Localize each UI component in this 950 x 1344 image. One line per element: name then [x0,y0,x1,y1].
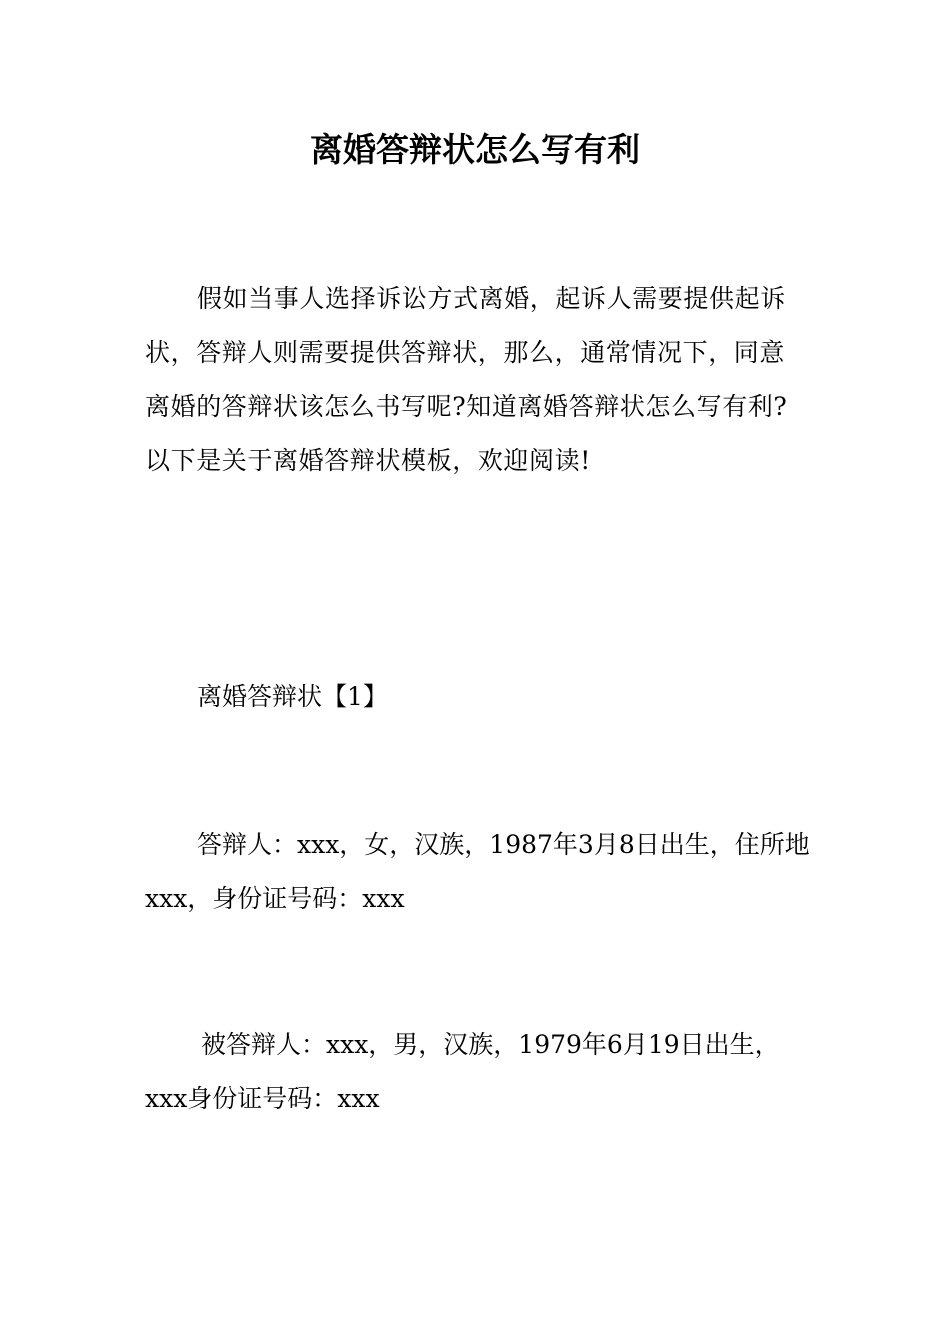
document-title: 离婚答辩状怎么写有利 [310,130,640,169]
intro-paragraph: 假如当事人选择诉讼方式离婚，起诉人需要提供起诉状，答辩人则需要提供答辩状，那么，通常情况下，同意离婚的答辩状该怎么书写呢?知道离婚答辩状怎么写有利?以下是关于离婚答辩状模板，欢迎阅读! [145,284,788,475]
respondee-paragraph: 被答辩人：xxx，男，汉族，1979年6月19日出生，xxx身份证号码：xxx [145,1030,780,1113]
section-heading: 离婚答辩状【1】 [197,682,388,711]
respondent-paragraph: 答辩人：xxx，女，汉族，1987年3月8日出生，住所地xxx，身份证号码：xxx [145,830,810,913]
